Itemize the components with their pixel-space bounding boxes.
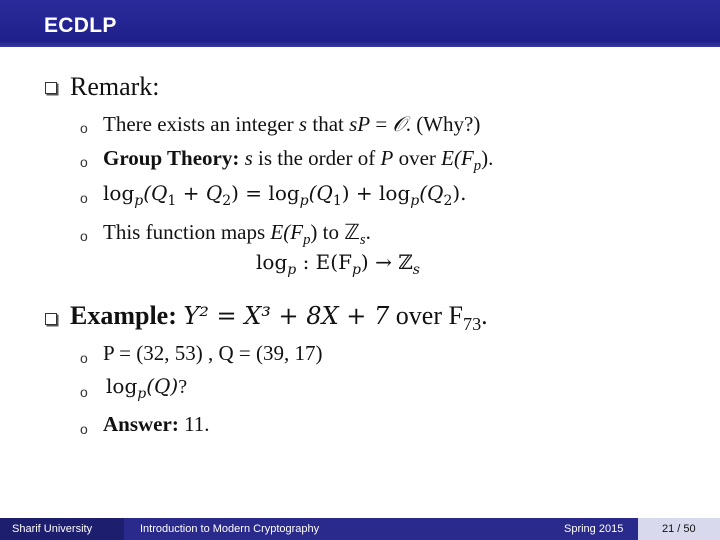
circle-bullet-icon: o (80, 154, 88, 170)
footer-page-number: 21 / 50 (662, 523, 696, 535)
footer-course: Introduction to Modern Cryptography (140, 523, 320, 535)
circle-bullet-icon: o (80, 190, 88, 206)
remark-item-1: There exists an integer s that sP = 𝒪. (Why?) (103, 112, 481, 136)
footer-term: Spring 2015 (564, 523, 624, 535)
example-question: $\log_p(Q)$? (106, 374, 188, 402)
remark-item-3-formula: $\log_p(Q_1 + Q_2) = \log_p(Q_1) + \log_p(Q_2)$. (103, 181, 467, 209)
remark-heading: Remark: (70, 72, 160, 101)
example-answer: Answer: 11. (103, 412, 210, 436)
footer-university: Sharif University (12, 523, 93, 535)
circle-bullet-icon: o (80, 421, 88, 437)
circle-bullet-icon: o (80, 228, 88, 244)
header-gradient (0, 41, 720, 47)
slide-title: ECDLP (44, 14, 117, 37)
remark-item-4: This function maps $E(F_p)$ to ℤ$_s$. (103, 220, 371, 249)
remark-item-2: Group Theory: s is the order of P over $E(F_p)$. (103, 146, 494, 175)
example-line: Example: Y² = X³ + 8X + 7 over $F_{73}$. (70, 301, 488, 335)
footer-course-block (124, 518, 638, 540)
footer-university-block (0, 518, 124, 540)
log-map-formula: $\log_p$ : $E(F_p)$ → ℤ$_s$ (256, 250, 420, 278)
footer-page-block (638, 518, 720, 540)
circle-bullet-icon: o (80, 120, 88, 136)
circle-bullet-icon: o (80, 350, 88, 366)
example-points: P = (32, 53) , Q = (39, 17) (103, 341, 323, 365)
slide-footer (0, 518, 720, 540)
circle-bullet-icon: o (80, 384, 88, 400)
square-bullet-icon (45, 82, 57, 94)
square-bullet-icon (45, 313, 57, 325)
